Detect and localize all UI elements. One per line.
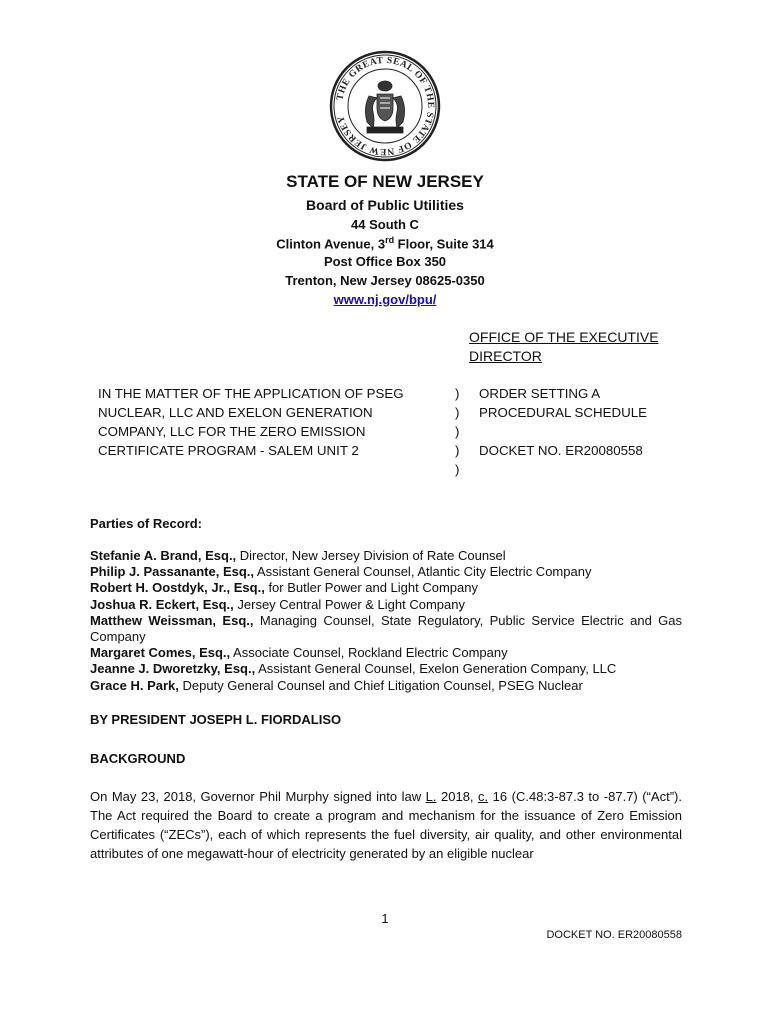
party-entry (90, 645, 682, 661)
order-title-block (479, 384, 689, 460)
address-line-2: Clinton Avenue, 3rd Floor, Suite 314 (276, 235, 494, 252)
state-seal (329, 50, 441, 162)
case-caption (98, 384, 438, 460)
caption-paren: ) (455, 462, 460, 477)
caption-line: NUCLEAR, LLC AND EXELON GENERATION (98, 405, 373, 420)
party-entry (90, 613, 682, 645)
party-entry (90, 678, 682, 694)
order-title-line: PROCEDURAL SCHEDULE (479, 405, 647, 420)
agency-website (0, 292, 770, 307)
agency-name: Board of Public Utilities (306, 197, 464, 213)
order-title-line: ORDER SETTING A (479, 386, 601, 401)
party-role: Assistant General Counsel, Exelon Generation Company, LLC (255, 661, 617, 677)
footer-docket-number: DOCKET NO. ER20080558 (546, 929, 682, 941)
party-name: Matthew Weissman, Esq., (90, 612, 254, 628)
caption-line: CERTIFICATE PROGRAM - SALEM UNIT 2 (98, 443, 359, 458)
party-entry (90, 580, 682, 596)
party-role: Managing Counsel, State Regulatory, Public Service Electric and Gas Company (90, 612, 683, 645)
party-entry (90, 548, 682, 564)
docket-number: DOCKET NO. ER20080558 (479, 443, 643, 458)
page-number: 1 (381, 911, 389, 926)
party-role: for Butler Power and Light Company (264, 580, 478, 596)
background-paragraph: On May 23, 2018, Governor Phil Murphy signed into law L. 2018, c. 16 (C.48:3-87.3 to -87.7) (“Act”). The Act required the Board to create a program and mechanism for the issuance of Zero Emission Certificates (“ZECs”), each of which represents the fuel diversity, air quality, and other environmental attributes of one megawatt-hour of electricity generated by an eligible nuclear (90, 789, 682, 861)
by-president-heading: BY PRESIDENT JOSEPH L. FIORDALISO (90, 712, 342, 727)
caption-paren: ) (455, 443, 460, 458)
parties-list (90, 548, 682, 694)
party-name: Robert H. Oostdyk, Jr., Esq., (90, 580, 265, 596)
address-line-3: Post Office Box 350 (323, 254, 447, 269)
address-line-4: Trenton, New Jersey 08625-0350 (285, 273, 485, 288)
state-title: STATE OF NEW JERSEY (286, 172, 484, 191)
party-role: Assistant General Counsel, Atlantic City Electric Company (254, 564, 592, 580)
caption-paren: ) (455, 386, 460, 401)
parties-heading: Parties of Record: (90, 516, 202, 531)
caption-line: IN THE MATTER OF THE APPLICATION OF PSEG (98, 386, 404, 401)
party-role: Deputy General Counsel and Chief Litigation Counsel, PSEG Nuclear (178, 677, 583, 693)
party-entry (90, 661, 682, 677)
party-role: Director, New Jersey Division of Rate Counsel (236, 548, 506, 563)
website-link[interactable]: www.nj.gov/bpu/ (333, 292, 437, 307)
party-name: Jeanne J. Dworetzky, Esq., (90, 661, 256, 677)
seal-ring-text: THE GREAT SEAL OF THE STATE OF NEW JERSEY (335, 55, 436, 157)
address-line-1: 44 South C (351, 217, 419, 232)
party-entry (90, 564, 682, 580)
party-name: Margaret Comes, Esq., (90, 645, 231, 661)
party-role: Associate Counsel, Rockland Electric Company (230, 645, 508, 661)
caption-line: COMPANY, LLC FOR THE ZERO EMISSION (98, 424, 366, 439)
party-name: Stefanie A. Brand, Esq., (90, 548, 237, 563)
caption-paren: ) (455, 424, 460, 439)
party-role: Jersey Central Power & Light Company (233, 596, 465, 612)
party-name: Grace H. Park, (90, 677, 179, 693)
party-name: Joshua R. Eckert, Esq., (90, 596, 234, 612)
office-heading: OFFICE OF THE EXECUTIVE DIRECTOR (469, 329, 659, 364)
party-name: Philip J. Passanante, Esq., (90, 564, 255, 580)
background-heading: BACKGROUND (90, 751, 186, 766)
caption-paren: ) (455, 405, 460, 420)
caption-parentheses (455, 384, 467, 479)
nj-state-seal-icon (329, 50, 441, 162)
party-entry (90, 597, 682, 613)
